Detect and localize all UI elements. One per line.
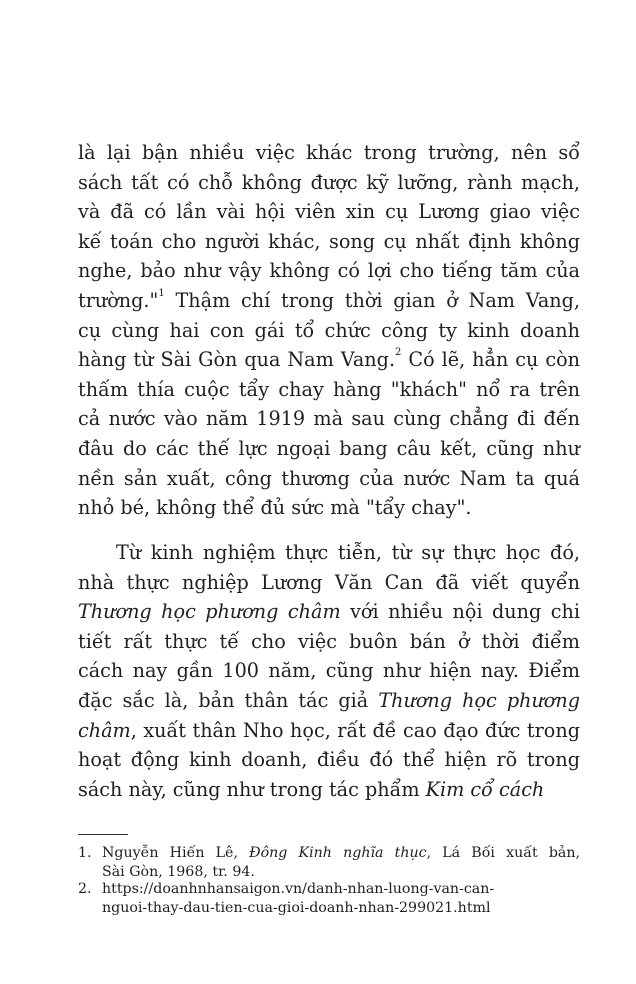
text-span: Nguyễn Hiến Lê, xyxy=(102,845,250,861)
text-span: đặc sắc là, bản thân tác giả xyxy=(78,689,379,712)
text-line: và đã có lần vài hội viên xin cụ Lương giao việc xyxy=(78,200,580,224)
text-line: sách tất có chỗ không được kỹ lưỡng, rành mạch, xyxy=(78,170,580,194)
text-line xyxy=(78,775,580,805)
text-line: cụ cùng hai con gái tổ chức công ty kinh doanh xyxy=(78,318,580,342)
footnote-ref[interactable]: 2 xyxy=(395,347,402,359)
text-line xyxy=(78,286,580,316)
text-line xyxy=(78,345,580,375)
footnote-link[interactable]: https://doanhnhansaigon.vn/danh-nhan-luong-van-can- xyxy=(102,881,495,897)
text-line: hoạt động kinh doanh, điều đó thể hiện rõ trong xyxy=(78,748,580,772)
footnote-divider xyxy=(78,834,128,835)
book-title: Thương học phương châm xyxy=(78,600,341,624)
text-line: cách nay gần 100 năm, cũng như hiện nay. Điểm xyxy=(78,659,580,683)
text-line xyxy=(78,716,580,746)
text-span: , xuất thân Nho học, rất đề cao đạo đức trong xyxy=(130,718,580,742)
text-line: đâu do các thế lực ngoại bang câu kết, cũng như xyxy=(78,437,580,460)
text-line xyxy=(78,597,580,627)
footnote-text: Sài Gòn, 1968, tr. 94. xyxy=(102,864,255,880)
text-line: nhỏ bé, không thể đủ sức mà "tẩy chay". xyxy=(78,496,472,520)
text-span: Thậm chí trong thời gian ở Nam Vang, xyxy=(164,289,580,312)
footnote-number: 2. xyxy=(78,881,92,897)
footnote-text xyxy=(102,844,580,863)
text-span: với nhiều nội dung chi xyxy=(340,600,580,624)
text-span: , Lá Bối xuất bản, xyxy=(426,845,581,861)
text-line: Từ kinh nghiệm thực tiễn, từ sự thực học đó, xyxy=(116,541,580,564)
book-title: Đông Kinh nghĩa thục xyxy=(249,845,427,861)
text-span: trường." xyxy=(78,289,159,312)
footnote-ref[interactable]: 1 xyxy=(158,288,165,299)
text-line: nghe, bảo như vậy không có lợi cho tiếng tăm của xyxy=(78,259,580,283)
book-title: Thương học phương xyxy=(378,689,581,712)
footnote-link[interactable]: nguoi-thay-dau-tien-cua-gioi-doanh-nhan-299021.html xyxy=(102,900,491,916)
text-line xyxy=(78,686,580,716)
text-line: nhà thực nghiệp Lương Văn Can đã viết quyển xyxy=(78,570,580,594)
text-span: Có lẽ, hẳn cụ còn xyxy=(401,348,580,372)
text-span: sách này, cũng như trong tác phẩm xyxy=(78,777,426,801)
text-span: hàng từ Sài Gòn qua Nam Vang. xyxy=(78,348,396,372)
book-title: châm xyxy=(78,718,131,742)
text-line: tiết rất thực tế cho việc buôn bán ở thời điểm xyxy=(78,629,580,653)
text-line: thấm thía cuộc tẩy chay hàng "khách" nổ ra trên xyxy=(78,377,580,401)
text-line: nền sản xuất, công thương của nước Nam ta quá xyxy=(78,466,580,490)
text-line: cả nước vào năm 1919 mà sau cùng chẳng đi đến xyxy=(78,407,580,431)
text-line: là lại bận nhiều việc khác trong trường, nên sổ xyxy=(78,141,580,164)
text-line: kế toán cho người khác, song cụ nhất định không xyxy=(78,229,580,253)
book-title: Kim cổ cách xyxy=(425,777,545,801)
footnote-number: 1. xyxy=(78,845,92,861)
